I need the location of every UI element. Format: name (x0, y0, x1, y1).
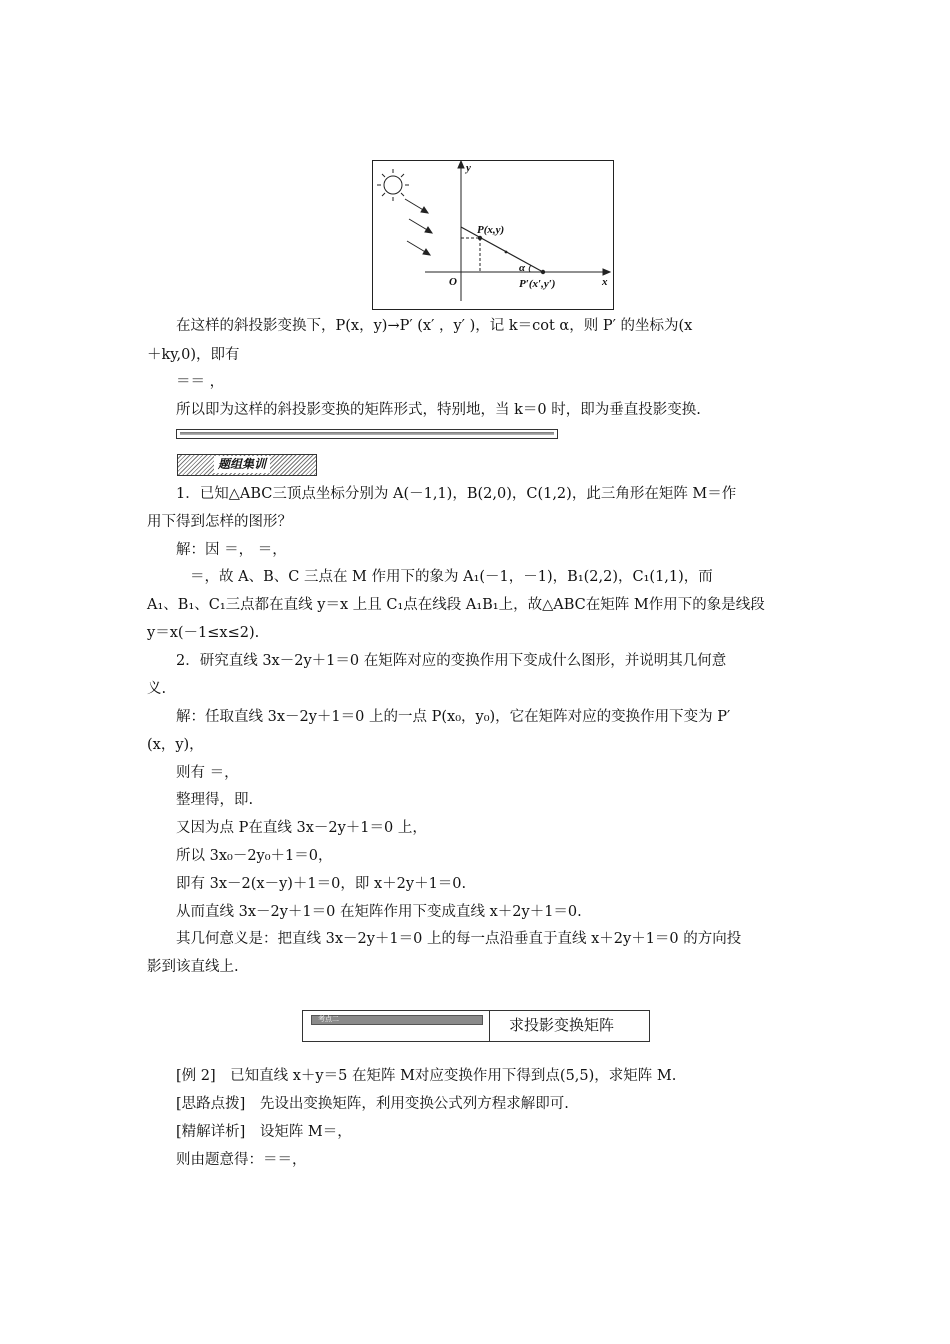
example-line: [例 2] 已知直线 x＋y＝5 在矩阵 M对应变换作用下得到点(5,5)，求矩阵 M. (176, 1068, 677, 1084)
problem-line: A₁、B₁、C₁三点都在直线 y＝x 上且 C₁点在线段 A₁B₁上，故△ABC在矩阵 M作用下的象是线段 (147, 597, 765, 613)
problem-line: 解：因 ＝， ＝， (176, 542, 287, 558)
topic-divider (489, 1011, 490, 1041)
alpha-label: α (519, 262, 526, 274)
topic-small-label: 考点二 (318, 1015, 339, 1023)
problem-line: 1．已知△ABC三顶点坐标分别为 A(－1,1)，B(2,0)，C(1,2)，此三角形在矩阵 M＝作 (176, 486, 737, 502)
point-p-label: P(x,y) (477, 224, 505, 236)
section-tag (177, 454, 317, 476)
origin-label: O (449, 276, 457, 288)
sun-icon (377, 169, 409, 201)
problem-line: 从而直线 3x－2y＋1＝0 在矩阵作用下变成直线 x＋2y＋1＝0. (176, 904, 582, 920)
text-line: ＝＝ ， (176, 374, 225, 390)
problem-line: y＝x(－1≤x≤2). (147, 625, 260, 641)
problem-line: 解：任取直线 3x－2y＋1＝0 上的一点 P(x₀，y₀)，它在矩阵对应的变换作用下变为 P′ (176, 709, 731, 725)
topic-label-strip (311, 1015, 483, 1025)
problem-line: 影到该直线上. (147, 959, 239, 975)
text-line: 在这样的斜投影变换下，P(x，y)→P′ (x′ ，y′ )，记 k＝cot α，则 P′ 的坐标为(x (176, 318, 693, 334)
problem-line: 义. (147, 681, 167, 697)
topic-heading-box (302, 1010, 650, 1042)
point-p-prime (541, 270, 545, 274)
section-tag-label: 题组集训 (214, 456, 270, 473)
problem-line: 2．研究直线 3x－2y＋1＝0 在矩阵对应的变换作用下变成什么图形，并说明其几何意 (176, 653, 727, 669)
problem-line: 用下得到怎样的图形？ (147, 514, 292, 530)
angle-arc (529, 265, 531, 272)
problem-line: 整理得，即. (176, 792, 254, 808)
projection-diagram (373, 161, 613, 309)
problem-line: 其几何意义是：把直线 3x－2y＋1＝0 上的每一点沿垂直于直线 x＋2y＋1＝0 的方向投 (176, 931, 742, 947)
problem-line: (x，y)， (147, 737, 204, 753)
problem-line: 即有 3x－2(x－y)＋1＝0，即 x＋2y＋1＝0. (176, 876, 467, 892)
example-line: [精解详析] 设矩阵 M＝， (176, 1124, 352, 1140)
example-line: 则由题意得：＝＝， (176, 1152, 307, 1168)
topic-title: 求投影变换矩阵 (509, 1016, 615, 1034)
problem-line: 又因为点 P在直线 3x－2y＋1＝0 上， (176, 820, 427, 836)
problem-line: 则有 ＝， (176, 765, 239, 781)
text-line: ＋ky,0)，即有 (147, 347, 240, 363)
problem-line: 所以 3x₀－2y₀＋1＝0， (176, 848, 333, 864)
point-mid (505, 251, 508, 254)
light-ray-arrows (405, 199, 432, 255)
problem-line: ＝，故 A、B、C 三点在 M 作用下的象为 A₁(－1，－1)，B₁(2,2)，C₁(1,1)，而 (190, 569, 713, 585)
point-p (478, 236, 482, 240)
point-p-prime-label: P′(x′,y′) (519, 278, 556, 290)
text-line: 所以即为这样的斜投影变换的矩阵形式，特别地，当 k＝0 时，即为垂直投影变换. (176, 402, 701, 418)
x-axis-label: x (602, 276, 608, 288)
y-axis-label: y (466, 162, 471, 174)
section-divider-bar (176, 429, 558, 439)
projection-figure (372, 160, 614, 310)
example-line: [思路点拨] 先设出变换矩阵，利用变换公式列方程求解即可. (176, 1096, 569, 1112)
